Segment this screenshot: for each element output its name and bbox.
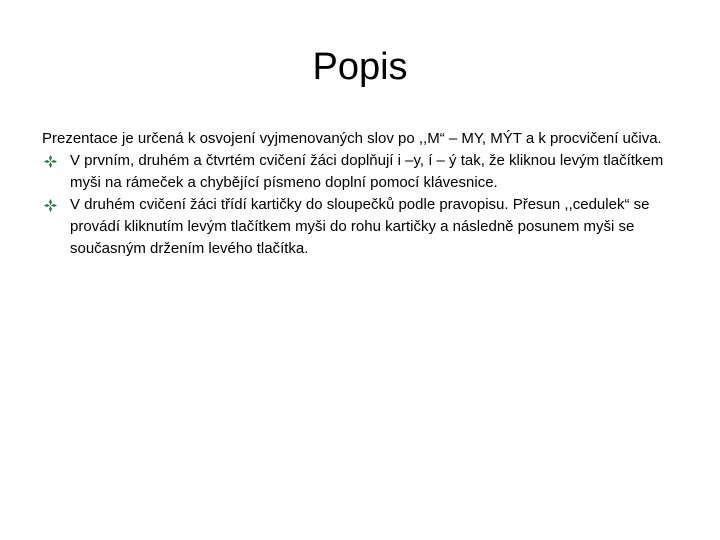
bullet-list [42,150,682,260]
bullet-item [42,194,682,260]
bullet-item [42,150,682,194]
bullet-text: V druhém cvičení žáci třídí kartičky do sloupečků podle pravopisu. Přesun ,,cedulek“ se provádí kliknutím levým tlačítkem myši do rohu kartičky a následně posunem myši se současným držením levého tlačítka. [70,196,650,257]
bullet-text: V prvním, druhém a čtvrtém cvičení žáci doplňují i –y, í – ý tak, že kliknou levým tlačítkem myši na rámeček a chybějící písmeno doplní pomocí klávesnice. [70,152,664,191]
slide-title: Popis [312,46,408,88]
slide-body [42,128,682,260]
intro-paragraph: Prezentace je určená k osvojení vyjmenovaných slov po ,,M“ – MY, MÝT a k procvičení učiva. [42,130,662,147]
diamond-bullet-icon [42,194,58,216]
diamond-bullet-icon [42,150,58,172]
